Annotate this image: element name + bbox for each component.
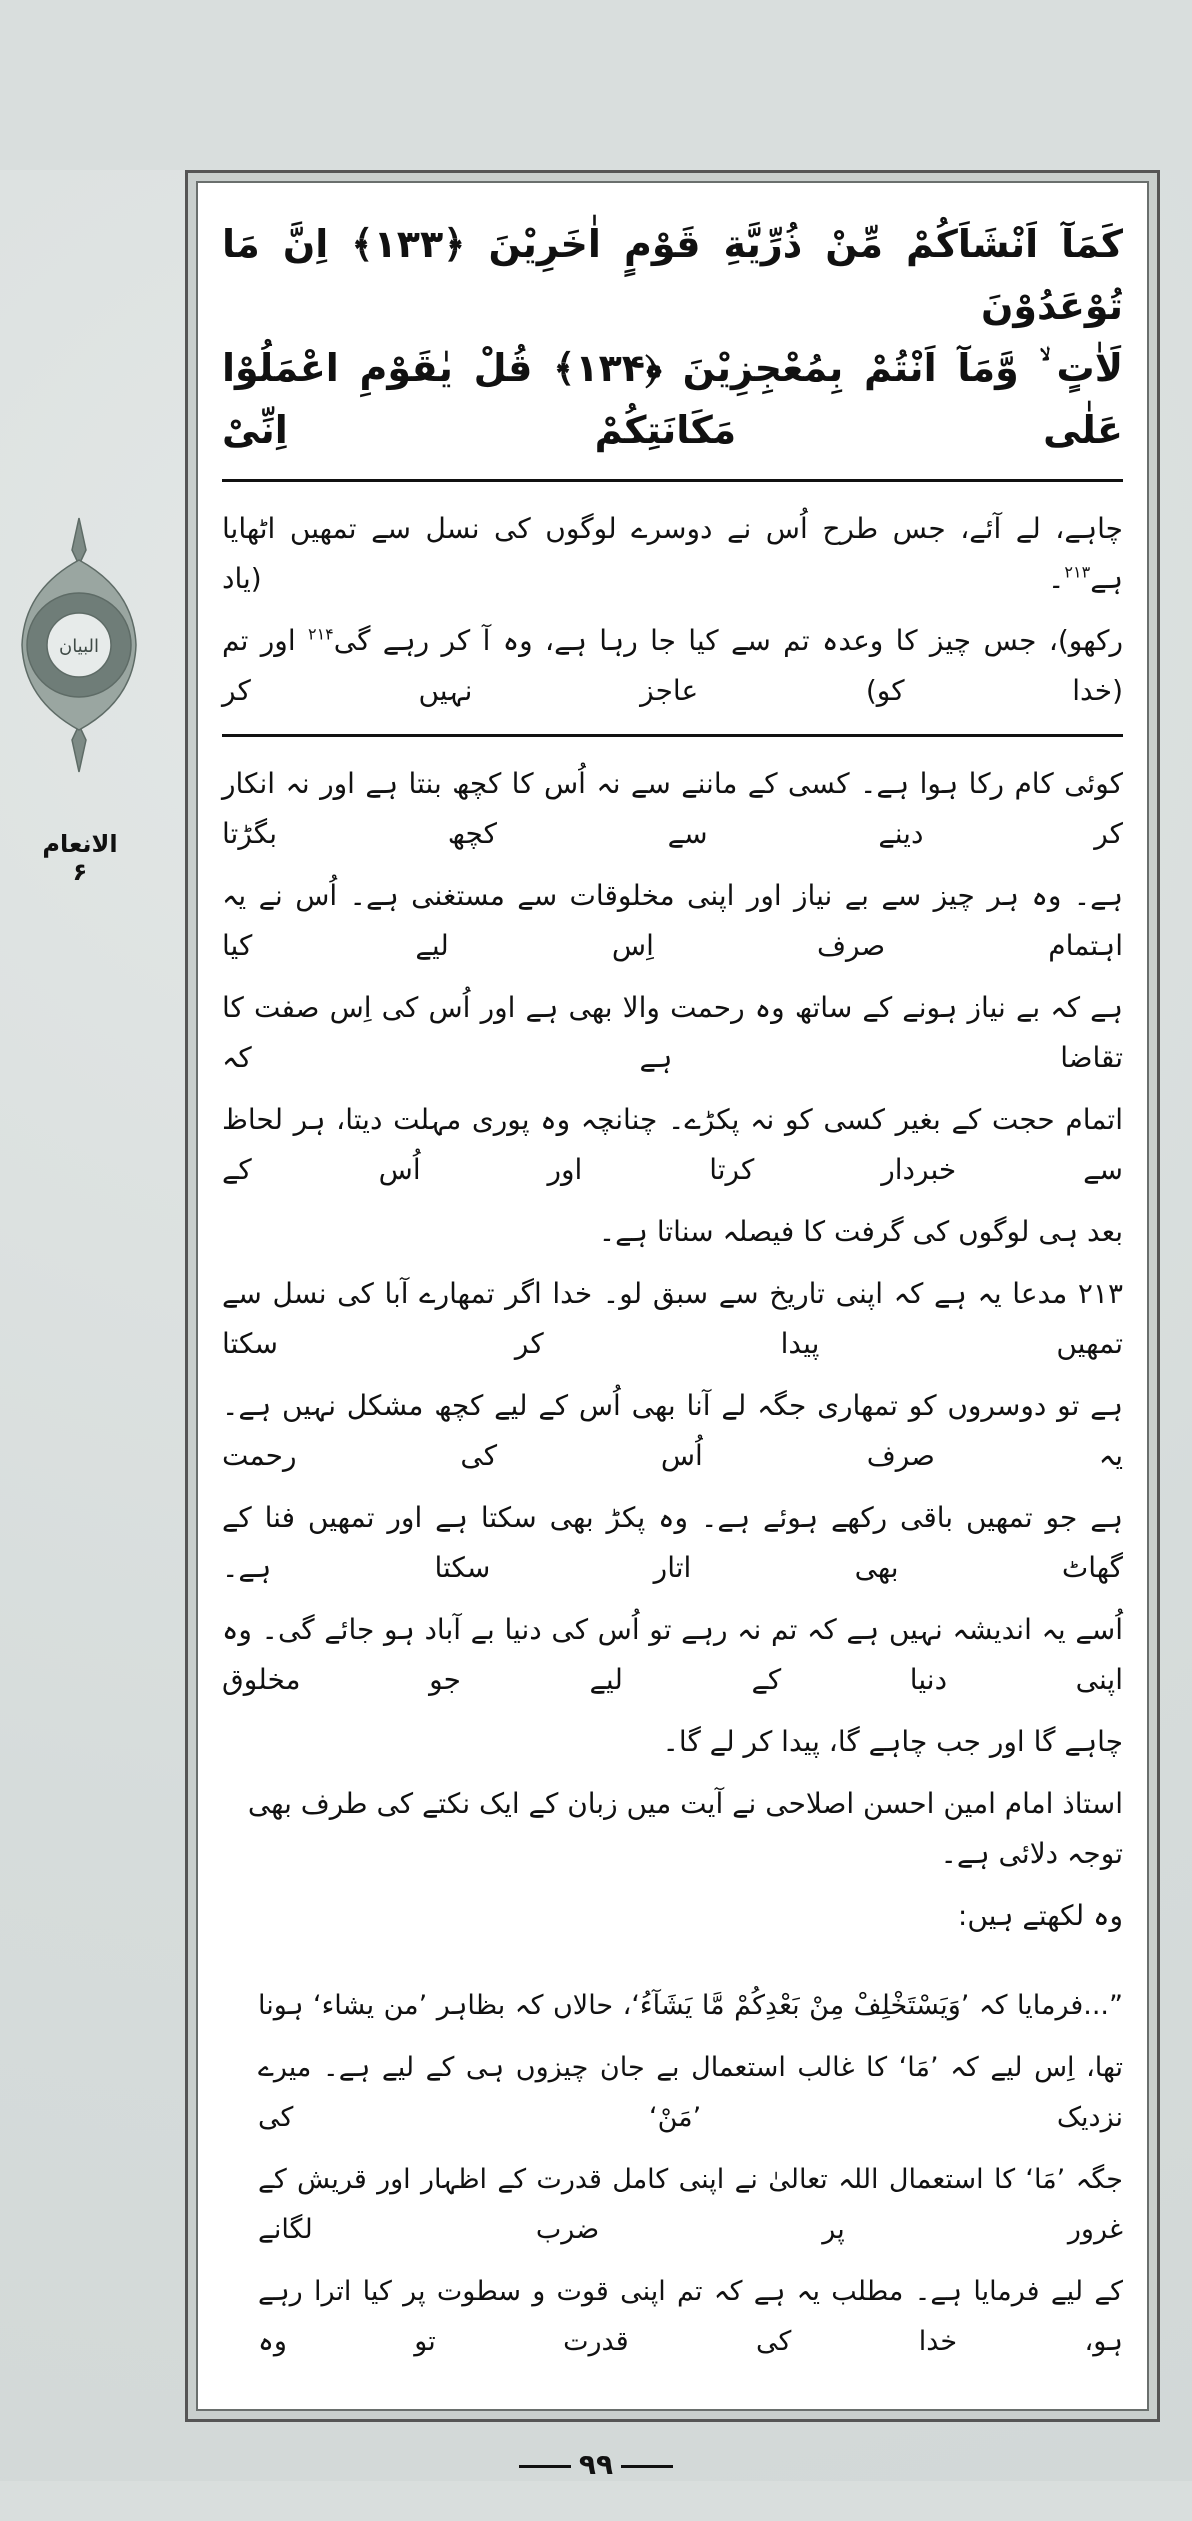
ornament-emblem-icon: [14, 510, 144, 780]
commentary-line: کوئی کام رکا ہوا ہے۔ کسی کے ماننے سے نہ اُس کا کچھ بنتا ہے اور نہ انکار کر دینے سے کچھ بگڑتا: [222, 767, 1123, 850]
quote-line: ”...فرمایا کہ ’وَيَسْتَخْلِفْ مِنْ بَعْدِكُمْ مَّا يَشَآءُ‘، حالاں کہ بظاہر ’من یشاء‘ ہونا: [258, 1990, 1123, 2021]
verse-line: لَاٰتٍ ۙ وَّمَآ اَنْتُمْ بِمُعْجِزِيْنَ ﴿۱۳۴﴾ قُلْ يٰقَوْمِ اعْمَلُوْا عَلٰى مَكَانَتِكُمْ اِنِّىْ: [222, 346, 1123, 452]
commentary-line: ہے تو دوسروں کو تمھاری جگہ لے آنا بھی اُس کے لیے کچھ مشکل نہیں ہے۔ یہ صرف اُس کی رحمت: [222, 1389, 1123, 1472]
page-number: [496, 2448, 696, 2481]
commentary-line: ہے جو تمھیں باقی رکھے ہوئے ہے۔ وہ پکڑ بھی سکتا ہے اور تمھیں فنا کے گھاٹ بھی اتار سکتا ہے۔: [222, 1501, 1123, 1584]
commentary-line: اتمام حجت کے بغیر کسی کو نہ پکڑے۔ چنانچہ وہ پوری مہلت دیتا، ہر لحاظ سے خبردار کرتا اور اُس کے: [222, 1103, 1123, 1186]
dash: [519, 2465, 571, 2468]
quote-line: کے لیے فرمایا ہے۔ مطلب یہ ہے کہ تم اپنی قوت و سطوت پر کیا اترا رہے ہو، خدا کی قدرت تو وہ: [258, 2276, 1123, 2357]
quote-line: تھا، اِس لیے کہ ’مَا‘ کا غالب استعمال بے جان چیزوں ہی کے لیے ہے۔ میرے نزدیک ’مَنْ‘ کی: [258, 2052, 1123, 2133]
translation-line: [222, 616, 1123, 716]
quote-line: جگہ ’مَا‘ کا استعمال اللہ تعالیٰ نے اپنی کامل قدرت کے اظہار اور قریش کے غرور پر ضرب لگانے: [258, 2164, 1123, 2245]
spacer: [222, 1953, 1123, 1981]
commentary-line: ۲۱۳ مدعا یہ ہے کہ اپنی تاریخ سے سبق لو۔ خدا اگر تمھارے آبا کی نسل سے تمھیں پیدا کر سکتا: [222, 1277, 1123, 1360]
divider: [222, 479, 1123, 482]
translation-text: اور تم (خدا کو) عاجز نہیں کر: [222, 624, 1123, 707]
commentary-line: اُسے یہ اندیشہ نہیں ہے کہ تم نہ رہے تو اُس کی دنیا بے آباد ہو جائے گی۔ وہ اپنی دنیا کے لیے جو مخلوق: [222, 1613, 1123, 1696]
translation-text: رکھو)، جس چیز کا وعدہ تم سے کیا جا رہا ہے، وہ آ کر رہے گی: [333, 624, 1123, 657]
sura-label: [40, 830, 120, 886]
sura-name: الانعام: [42, 830, 118, 858]
emblem-text: البیان: [58, 636, 100, 657]
commentary-line: بعد ہی لوگوں کی گرفت کا فیصلہ سناتا ہے۔: [598, 1215, 1123, 1248]
page-number-text: ۹۹: [578, 2448, 614, 2481]
divider: [222, 734, 1123, 737]
commentary-line: وہ لکھتے ہیں:: [957, 1899, 1123, 1932]
translation-text: چاہے، لے آئے، جس طرح اُس نے دوسرے لوگوں کی نسل سے تمھیں اٹھایا ہے: [222, 512, 1123, 595]
page-frame: [185, 170, 1160, 2422]
commentary-line: ہے کہ بے نیاز ہونے کے ساتھ وہ رحمت والا بھی ہے اور اُس کی اِس صفت کا تقاضا ہے کہ: [222, 991, 1123, 1074]
translation-line: [222, 504, 1123, 604]
footnote-ref: ۲۱۴: [307, 624, 334, 644]
commentary-line: استاذ امام امین احسن اصلاحی نے آیت میں زبان کے ایک نکتے کی طرف بھی توجہ دلائی ہے۔: [247, 1787, 1123, 1870]
commentary-line: چاہے گا اور جب چاہے گا، پیدا کر لے گا۔: [662, 1725, 1123, 1758]
translation-text: ۔ (یاد: [222, 562, 1065, 595]
sura-number: ۶: [72, 858, 88, 886]
dash: [621, 2465, 673, 2468]
commentary-line: ہے۔ وہ ہر چیز سے بے نیاز اور اپنی مخلوقات سے مستغنی ہے۔ اُس نے یہ اہتمام صرف اِس لیے کیا: [222, 879, 1123, 962]
footnote-ref: ۲۱۳: [1064, 562, 1091, 582]
verse-line: كَمَآ اَنْشَاَكُمْ مِّنْ ذُرِّيَّةِ قَوْمٍ اٰخَرِيْنَ ﴿۱۳۳﴾ اِنَّ مَا تُوْعَدُوْنَ: [222, 222, 1123, 328]
page-content-box: [196, 181, 1149, 2411]
